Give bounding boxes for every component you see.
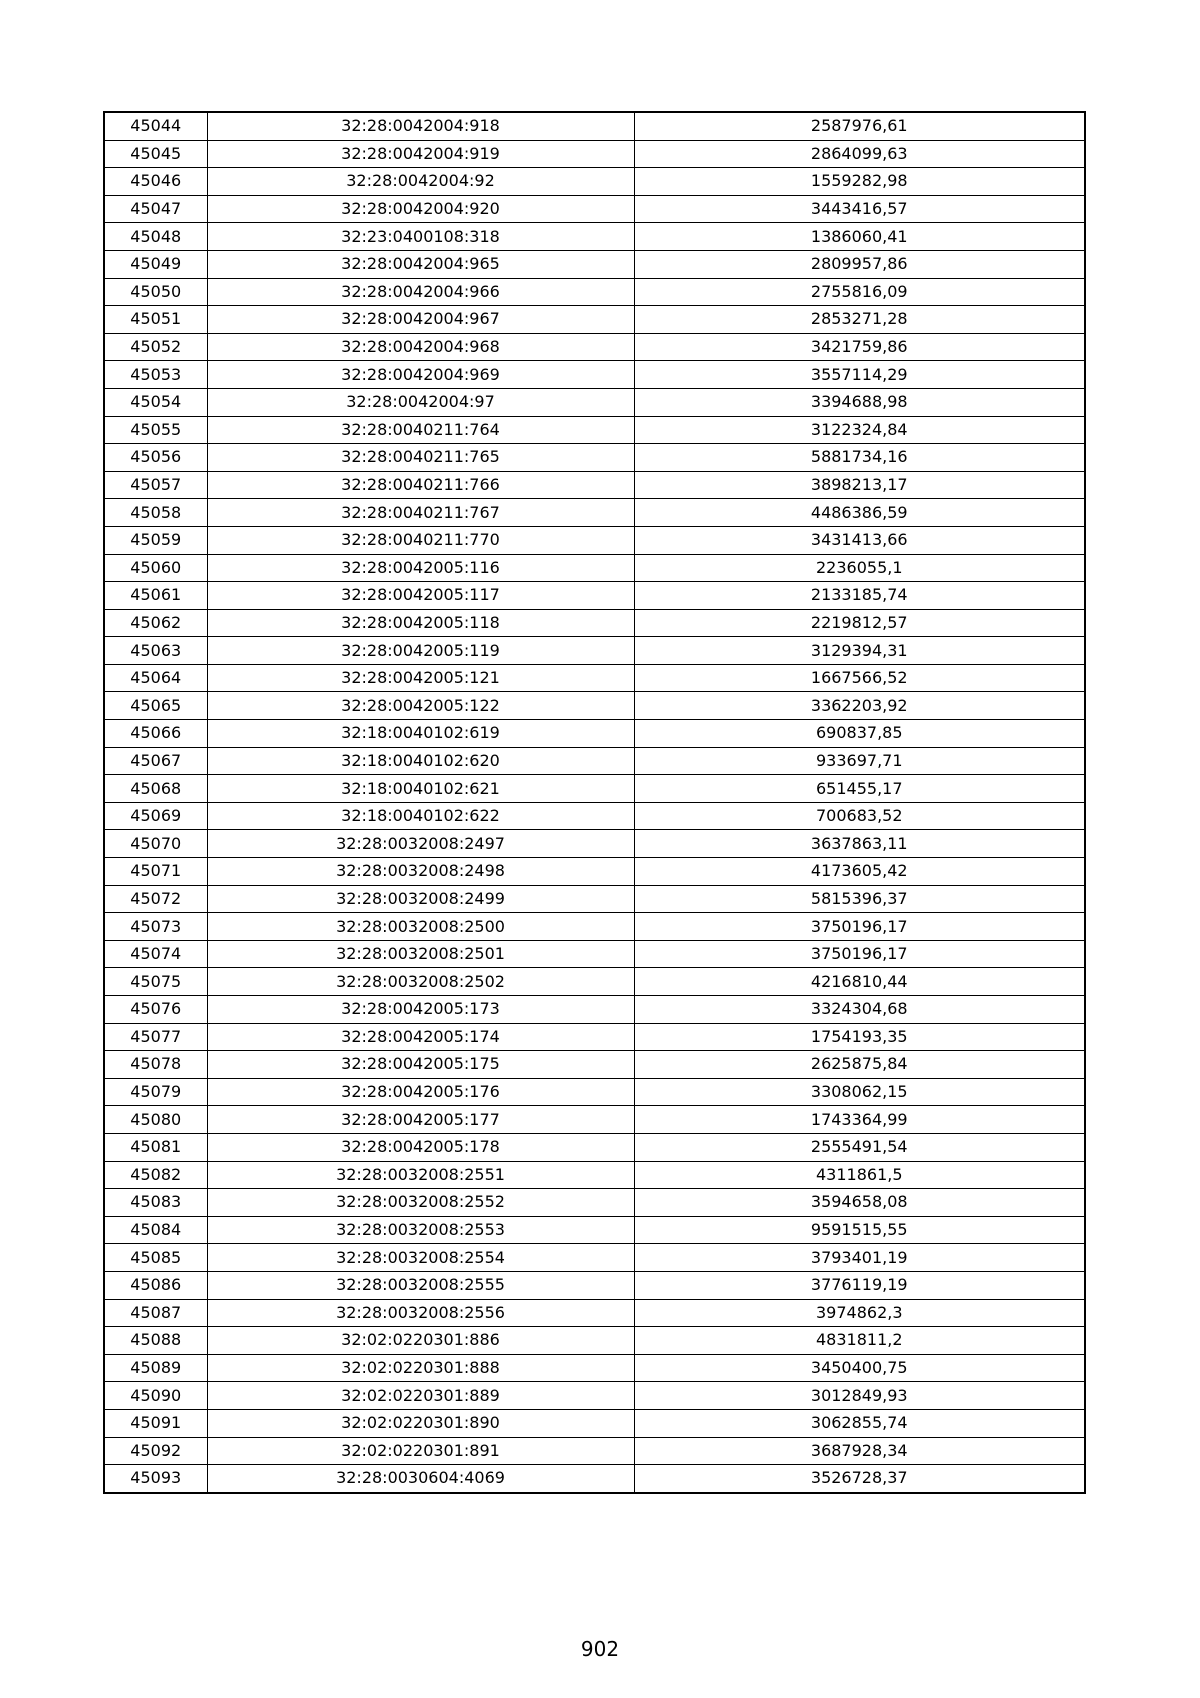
row-number-cell: 45044 [104, 112, 207, 140]
cadastral-number-cell: 32:28:0040211:766 [207, 471, 634, 499]
row-number-cell: 45079 [104, 1078, 207, 1106]
table-row [104, 1189, 1085, 1217]
cadastral-number-cell: 32:28:0042004:969 [207, 361, 634, 389]
cadastral-number-cell: 32:28:0042004:92 [207, 168, 634, 196]
cadastral-number-cell: 32:28:0042004:920 [207, 195, 634, 223]
row-number-cell: 45050 [104, 278, 207, 306]
row-number-cell: 45067 [104, 747, 207, 775]
cadastral-number-cell: 32:18:0040102:620 [207, 747, 634, 775]
cadastral-value-cell: 2555491,54 [634, 1133, 1085, 1161]
table-row [104, 388, 1085, 416]
cadastral-value-cell: 2809957,86 [634, 250, 1085, 278]
row-number-cell: 45049 [104, 250, 207, 278]
cadastral-number-cell: 32:28:0032008:2502 [207, 968, 634, 996]
cadastral-value-cell: 9591515,55 [634, 1216, 1085, 1244]
row-number-cell: 45083 [104, 1189, 207, 1217]
row-number-cell: 45059 [104, 526, 207, 554]
table-row [104, 1465, 1085, 1493]
cadastral-value-cell: 3557114,29 [634, 361, 1085, 389]
table-row [104, 140, 1085, 168]
row-number-cell: 45063 [104, 637, 207, 665]
table-row [104, 664, 1085, 692]
cadastral-value-cell: 5881734,16 [634, 444, 1085, 472]
cadastral-number-cell: 32:28:0042005:121 [207, 664, 634, 692]
cadastral-value-cell: 2864099,63 [634, 140, 1085, 168]
cadastral-value-cell: 2219812,57 [634, 609, 1085, 637]
table-row [104, 1106, 1085, 1134]
table-row [104, 250, 1085, 278]
table-row [104, 968, 1085, 996]
cadastral-number-cell: 32:28:0042005:122 [207, 692, 634, 720]
cadastral-value-table [103, 111, 1086, 1494]
cadastral-value-cell: 2853271,28 [634, 306, 1085, 334]
cadastral-number-cell: 32:28:0042004:967 [207, 306, 634, 334]
table-row [104, 278, 1085, 306]
cadastral-value-cell: 4831811,2 [634, 1327, 1085, 1355]
table-row [104, 1133, 1085, 1161]
table-row [104, 996, 1085, 1024]
row-number-cell: 45056 [104, 444, 207, 472]
row-number-cell: 45046 [104, 168, 207, 196]
cadastral-value-cell: 3431413,66 [634, 526, 1085, 554]
cadastral-value-cell: 3526728,37 [634, 1465, 1085, 1493]
cadastral-value-cell: 4216810,44 [634, 968, 1085, 996]
row-number-cell: 45078 [104, 1051, 207, 1079]
cadastral-value-cell: 3421759,86 [634, 333, 1085, 361]
cadastral-number-cell: 32:28:0032008:2499 [207, 885, 634, 913]
row-number-cell: 45080 [104, 1106, 207, 1134]
cadastral-number-cell: 32:28:0032008:2553 [207, 1216, 634, 1244]
row-number-cell: 45087 [104, 1299, 207, 1327]
row-number-cell: 45054 [104, 388, 207, 416]
table-row [104, 1244, 1085, 1272]
row-number-cell: 45081 [104, 1133, 207, 1161]
cadastral-number-cell: 32:28:0042005:119 [207, 637, 634, 665]
cadastral-number-cell: 32:28:0032008:2497 [207, 830, 634, 858]
table-row [104, 444, 1085, 472]
row-number-cell: 45086 [104, 1271, 207, 1299]
row-number-cell: 45088 [104, 1327, 207, 1355]
cadastral-number-cell: 32:28:0042005:174 [207, 1023, 634, 1051]
cadastral-number-cell: 32:02:0220301:886 [207, 1327, 634, 1355]
row-number-cell: 45060 [104, 554, 207, 582]
cadastral-value-cell: 3594658,08 [634, 1189, 1085, 1217]
table-row [104, 1161, 1085, 1189]
cadastral-value-cell: 3443416,57 [634, 195, 1085, 223]
cadastral-number-cell: 32:28:0032008:2501 [207, 940, 634, 968]
cadastral-number-cell: 32:28:0042005:175 [207, 1051, 634, 1079]
row-number-cell: 45077 [104, 1023, 207, 1051]
table-row [104, 306, 1085, 334]
cadastral-number-cell: 32:23:0400108:318 [207, 223, 634, 251]
table-row [104, 582, 1085, 610]
row-number-cell: 45048 [104, 223, 207, 251]
cadastral-value-cell: 3637863,11 [634, 830, 1085, 858]
cadastral-value-cell: 2236055,1 [634, 554, 1085, 582]
row-number-cell: 45051 [104, 306, 207, 334]
cadastral-number-cell: 32:28:0042005:177 [207, 1106, 634, 1134]
cadastral-value-cell: 4311861,5 [634, 1161, 1085, 1189]
cadastral-number-cell: 32:28:0030604:4069 [207, 1465, 634, 1493]
table-row [104, 361, 1085, 389]
table-row [104, 195, 1085, 223]
cadastral-value-cell: 1743364,99 [634, 1106, 1085, 1134]
row-number-cell: 45070 [104, 830, 207, 858]
cadastral-value-cell: 3062855,74 [634, 1409, 1085, 1437]
cadastral-number-cell: 32:28:0032008:2498 [207, 858, 634, 886]
cadastral-number-cell: 32:28:0042005:176 [207, 1078, 634, 1106]
cadastral-value-cell: 4486386,59 [634, 499, 1085, 527]
table-row [104, 1078, 1085, 1106]
table-row [104, 858, 1085, 886]
table-row [104, 1299, 1085, 1327]
row-number-cell: 45092 [104, 1437, 207, 1465]
row-number-cell: 45075 [104, 968, 207, 996]
cadastral-number-cell: 32:28:0040211:764 [207, 416, 634, 444]
table-row [104, 112, 1085, 140]
cadastral-number-cell: 32:28:0042004:97 [207, 388, 634, 416]
cadastral-value-cell: 1667566,52 [634, 664, 1085, 692]
cadastral-value-cell: 2133185,74 [634, 582, 1085, 610]
cadastral-value-cell: 3450400,75 [634, 1354, 1085, 1382]
cadastral-value-cell: 3793401,19 [634, 1244, 1085, 1272]
row-number-cell: 45076 [104, 996, 207, 1024]
cadastral-value-cell: 2587976,61 [634, 112, 1085, 140]
row-number-cell: 45057 [104, 471, 207, 499]
cadastral-value-cell: 1754193,35 [634, 1023, 1085, 1051]
cadastral-value-cell: 700683,52 [634, 802, 1085, 830]
cadastral-value-cell: 2755816,09 [634, 278, 1085, 306]
table-row [104, 223, 1085, 251]
table-row [104, 1437, 1085, 1465]
row-number-cell: 45064 [104, 664, 207, 692]
table-row [104, 830, 1085, 858]
cadastral-number-cell: 32:02:0220301:889 [207, 1382, 634, 1410]
table-row [104, 802, 1085, 830]
row-number-cell: 45074 [104, 940, 207, 968]
cadastral-value-cell: 3012849,93 [634, 1382, 1085, 1410]
table-row [104, 1051, 1085, 1079]
row-number-cell: 45068 [104, 775, 207, 803]
cadastral-value-cell: 1559282,98 [634, 168, 1085, 196]
cadastral-value-cell: 3750196,17 [634, 940, 1085, 968]
cadastral-number-cell: 32:02:0220301:891 [207, 1437, 634, 1465]
cadastral-value-cell: 3324304,68 [634, 996, 1085, 1024]
cadastral-number-cell: 32:28:0042004:965 [207, 250, 634, 278]
page-number: 902 [580, 1637, 620, 1661]
row-number-cell: 45085 [104, 1244, 207, 1272]
row-number-cell: 45066 [104, 720, 207, 748]
row-number-cell: 45069 [104, 802, 207, 830]
table-row [104, 747, 1085, 775]
cadastral-number-cell: 32:02:0220301:888 [207, 1354, 634, 1382]
cadastral-number-cell: 32:28:0042005:178 [207, 1133, 634, 1161]
cadastral-value-cell: 651455,17 [634, 775, 1085, 803]
table-row [104, 1216, 1085, 1244]
table-row [104, 1382, 1085, 1410]
cadastral-value-cell: 3122324,84 [634, 416, 1085, 444]
cadastral-value-cell: 3898213,17 [634, 471, 1085, 499]
cadastral-number-cell: 32:28:0032008:2500 [207, 913, 634, 941]
cadastral-value-cell: 3687928,34 [634, 1437, 1085, 1465]
table-row [104, 526, 1085, 554]
cadastral-number-cell: 32:28:0032008:2551 [207, 1161, 634, 1189]
table-row [104, 333, 1085, 361]
row-number-cell: 45073 [104, 913, 207, 941]
row-number-cell: 45055 [104, 416, 207, 444]
table-row [104, 554, 1085, 582]
cadastral-value-cell: 3394688,98 [634, 388, 1085, 416]
table-row [104, 637, 1085, 665]
cadastral-value-cell: 3776119,19 [634, 1271, 1085, 1299]
row-number-cell: 45071 [104, 858, 207, 886]
row-number-cell: 45084 [104, 1216, 207, 1244]
cadastral-value-cell: 690837,85 [634, 720, 1085, 748]
table-row [104, 499, 1085, 527]
table-row [104, 416, 1085, 444]
cadastral-number-cell: 32:28:0042004:918 [207, 112, 634, 140]
table-row [104, 609, 1085, 637]
cadastral-value-cell: 2625875,84 [634, 1051, 1085, 1079]
row-number-cell: 45062 [104, 609, 207, 637]
cadastral-value-cell: 3362203,92 [634, 692, 1085, 720]
cadastral-number-cell: 32:02:0220301:890 [207, 1409, 634, 1437]
cadastral-value-cell: 4173605,42 [634, 858, 1085, 886]
table-body [104, 112, 1085, 1493]
cadastral-number-cell: 32:18:0040102:621 [207, 775, 634, 803]
cadastral-number-cell: 32:28:0042004:919 [207, 140, 634, 168]
table-row [104, 720, 1085, 748]
row-number-cell: 45061 [104, 582, 207, 610]
table-row [104, 775, 1085, 803]
cadastral-number-cell: 32:28:0042005:118 [207, 609, 634, 637]
table-row [104, 1409, 1085, 1437]
row-number-cell: 45082 [104, 1161, 207, 1189]
cadastral-number-cell: 32:18:0040102:619 [207, 720, 634, 748]
row-number-cell: 45090 [104, 1382, 207, 1410]
cadastral-number-cell: 32:28:0042005:173 [207, 996, 634, 1024]
row-number-cell: 45091 [104, 1409, 207, 1437]
row-number-cell: 45053 [104, 361, 207, 389]
table-row [104, 940, 1085, 968]
cadastral-value-cell: 3974862,3 [634, 1299, 1085, 1327]
cadastral-number-cell: 32:28:0042004:966 [207, 278, 634, 306]
row-number-cell: 45093 [104, 1465, 207, 1493]
cadastral-value-cell: 5815396,37 [634, 885, 1085, 913]
row-number-cell: 45045 [104, 140, 207, 168]
row-number-cell: 45065 [104, 692, 207, 720]
row-number-cell: 45058 [104, 499, 207, 527]
table-row [104, 913, 1085, 941]
row-number-cell: 45072 [104, 885, 207, 913]
cadastral-number-cell: 32:28:0042005:117 [207, 582, 634, 610]
cadastral-value-cell: 3308062,15 [634, 1078, 1085, 1106]
cadastral-number-cell: 32:28:0032008:2555 [207, 1271, 634, 1299]
cadastral-number-cell: 32:28:0042005:116 [207, 554, 634, 582]
table-row [104, 885, 1085, 913]
cadastral-value-cell: 933697,71 [634, 747, 1085, 775]
cadastral-number-cell: 32:28:0032008:2554 [207, 1244, 634, 1272]
cadastral-number-cell: 32:28:0040211:765 [207, 444, 634, 472]
cadastral-number-cell: 32:28:0040211:767 [207, 499, 634, 527]
table-row [104, 1023, 1085, 1051]
cadastral-number-cell: 32:28:0032008:2556 [207, 1299, 634, 1327]
cadastral-value-cell: 3750196,17 [634, 913, 1085, 941]
row-number-cell: 45052 [104, 333, 207, 361]
table-row [104, 692, 1085, 720]
table-row [104, 1271, 1085, 1299]
row-number-cell: 45089 [104, 1354, 207, 1382]
table-row [104, 471, 1085, 499]
table-row [104, 1327, 1085, 1355]
cadastral-number-cell: 32:28:0042004:968 [207, 333, 634, 361]
cadastral-number-cell: 32:28:0032008:2552 [207, 1189, 634, 1217]
cadastral-value-cell: 3129394,31 [634, 637, 1085, 665]
table-row [104, 168, 1085, 196]
cadastral-number-cell: 32:28:0040211:770 [207, 526, 634, 554]
table-row [104, 1354, 1085, 1382]
cadastral-number-cell: 32:18:0040102:622 [207, 802, 634, 830]
row-number-cell: 45047 [104, 195, 207, 223]
cadastral-value-cell: 1386060,41 [634, 223, 1085, 251]
